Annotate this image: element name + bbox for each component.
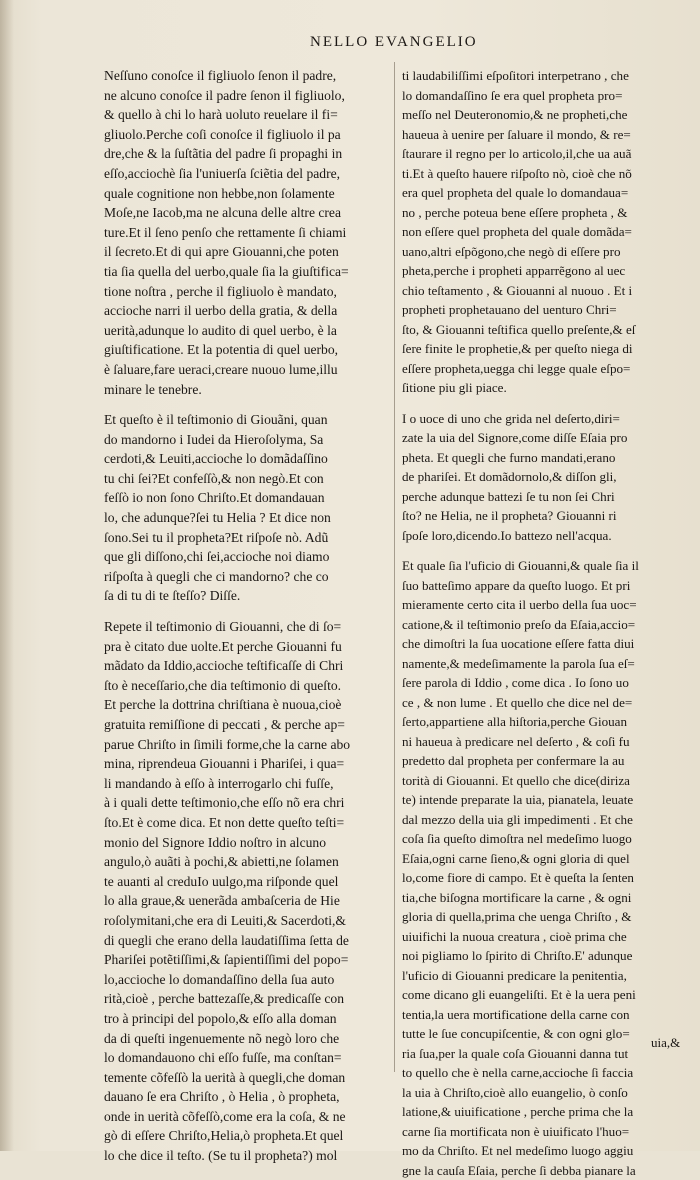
left-column xyxy=(104,66,392,1166)
text-line: lo alla graue,& uenerãda ambaſceria de Hie xyxy=(104,891,392,911)
text-line: tia ſia quella del uerbo,quale ſia la giuſtifica= xyxy=(104,262,392,282)
text-line: ſto? ne Helia, ne il propheta? Giouanni ri xyxy=(402,506,685,526)
text-line: haueua à uenire per ſaluare il mondo, & re= xyxy=(402,125,685,145)
text-line: che dimoſtri la ſua uocatione eſſere fatta diui xyxy=(402,634,685,654)
text-line: ſuo batteſimo appare da queſto luogo. Et pri xyxy=(402,576,685,596)
text-line: feſſò io non ſono Chriſto.Et domandauan xyxy=(104,488,392,508)
text-line: do mandorno i Iudei da Hieroſolyma, Sa xyxy=(104,430,392,450)
text-line: Repete il teſtimonio di Giouanni, che di ſo= xyxy=(104,617,392,637)
catchword: uia,& xyxy=(651,1035,680,1051)
text-line: ſere finite le prophetie,& per queſto niega di xyxy=(402,339,685,359)
text-line: Et quale ſia l'uficio di Giouanni,& quale ſia il xyxy=(402,556,685,576)
text-line: latione,& uiuificatione , perche prima che la xyxy=(402,1102,685,1122)
text-line: ne alcuno conoſce il padre ſenon il figliuolo, xyxy=(104,86,392,106)
text-line: come dicano gli euangeliſti. Et è la uera peni xyxy=(402,985,685,1005)
text-line: Phariſei potẽtiſſimi,& ſapientiſſimi del popo= xyxy=(104,950,392,970)
text-line: tu chi ſei?Et confeſſò,& non negò.Et con xyxy=(104,469,392,489)
text-line: ſerto,appartiene alla hiſtoria,perche Giouan xyxy=(402,712,685,732)
text-line: perche adunque battezi ſe tu non ſei Chri xyxy=(402,487,685,507)
text-line: il ſecreto.Et di qui apre Giouanni,che poten xyxy=(104,242,392,262)
text-line: è ſaluare,fare ueraci,creare nuouo lume,illu xyxy=(104,360,392,380)
text-line: gloria di quella,prima che uenga Chriſto , & xyxy=(402,907,685,927)
text-line: lo domandaſſino ſe era quel propheta pro= xyxy=(402,86,685,106)
text-line: la uia à Chriſto,cioè allo euangelio, ò conſo xyxy=(402,1083,685,1103)
text-line: quale cognitione non hebbe,non ſolamente xyxy=(104,184,392,204)
text-line: mina, riprendeua Giouanni i Phariſei, i qua= xyxy=(104,754,392,774)
text-line: di quegli che erano della laudatiſſima ſetta de xyxy=(104,931,392,951)
text-line: Et perche la dottrina chriſtiana è nuoua,cioè xyxy=(104,695,392,715)
text-line: dal mezzo della uia gli impedimenti . Et che xyxy=(402,810,685,830)
text-line: tia,che biſogna mortificare la carne , & ogni xyxy=(402,888,685,908)
text-line: lo che dice il teſto. (Se tu il propheta?) mol xyxy=(104,1146,392,1166)
text-line: mieramente certo cita il uerbo della ſua uoc= xyxy=(402,595,685,615)
text-line: no , perche poteua bene eſſere propheta , & xyxy=(402,203,685,223)
text-line: to quello che è nella carne,accioche ſi faccia xyxy=(402,1063,685,1083)
paragraph xyxy=(104,617,392,1166)
text-line: dauano ſe era Chriſto , ò Helia , ò propheta, xyxy=(104,1087,392,1107)
text-line: ſono.Sei tu il propheta?Et riſpoſe nò. Adũ xyxy=(104,528,392,548)
text-line: noi pigliamo lo ſpirito di Chriſto.E' adunque xyxy=(402,946,685,966)
text-line: lo, che adunque?ſei tu Helia ? Et dice non xyxy=(104,508,392,528)
text-line: uano,altri eſpõgono,che negò di eſſere pro xyxy=(402,242,685,262)
text-line: giuſtificatione. Et la potentia di quel uerbo, xyxy=(104,340,392,360)
text-line: tro à principi del popolo,& eſſo alla doman xyxy=(104,1009,392,1029)
text-line: chio teſtamento , & Giouanni al nuouo . Et i xyxy=(402,281,685,301)
text-line: gliuolo.Perche coſi conoſce il figliuolo il pa xyxy=(104,125,392,145)
text-line: mãdato da Iddio,accioche teſtificaſſe di Chri xyxy=(104,656,392,676)
text-line: angulo,ò auãti à pochi,& abietti,ne ſolamen xyxy=(104,852,392,872)
text-line: que gli diſſono,chi ſei,accioche noi diamo xyxy=(104,547,392,567)
text-line: lo,accioche lo domandaſſino della ſua auto xyxy=(104,970,392,990)
text-line: uiuifichi la nuoua creatura , cioè prima che xyxy=(402,927,685,947)
text-line: ſto.Et è come dica. Et non dette queſto teſti= xyxy=(104,813,392,833)
text-line: gratuita remiſſione di peccati , & perche ap= xyxy=(104,715,392,735)
text-line: carne ſia mortificata non è uiuificato l'huo= xyxy=(402,1122,685,1142)
text-line: de phariſei. Et domãdornolo,& diſſon gli, xyxy=(402,467,685,487)
text-line: zate la uia del Signore,come diſſe Eſaia pro xyxy=(402,428,685,448)
text-line: ture.Et il ſeno penſo che rettamente ſi chiami xyxy=(104,223,392,243)
text-line: l'uficio di Giouanni predicare la penitentia, xyxy=(402,966,685,986)
text-line: ſto è neceſſario,che dia teſtimonio di queſto. xyxy=(104,676,392,696)
text-line: ſa di tu di te ſteſſo? Diſſe. xyxy=(104,586,392,606)
text-line: ſitione piu gli piace. xyxy=(402,378,685,398)
text-line: parue Chriſto in ſimili forme,che la carne abo xyxy=(104,735,392,755)
paragraph xyxy=(104,410,392,606)
paragraph xyxy=(104,66,392,399)
text-line: Et queſto è il teſtimonio di Giouãni, quan xyxy=(104,410,392,430)
text-line: ria ſua,per la quale coſa Giouanni danna tut xyxy=(402,1044,685,1064)
text-line: à i quali dette teſtimonio,che eſſo nõ era chri xyxy=(104,793,392,813)
text-line: ſere parola di Iddio , come dica . Io ſono uo xyxy=(402,673,685,693)
text-line: ti.Et à queſto hauere riſpoſto nò, cioè che nõ xyxy=(402,164,685,184)
text-line: predetto dal propheta per confermare la au xyxy=(402,751,685,771)
text-line: pra è citato due uolte.Et perche Giouanni fu xyxy=(104,637,392,657)
gutter-shadow xyxy=(0,0,14,1151)
text-line: tione noſtra , perche il figliuolo è mandato, xyxy=(104,282,392,302)
right-column xyxy=(402,66,685,1180)
text-line: onde in uerità cõfeſſò,come era la coſa, & ne xyxy=(104,1107,392,1127)
text-line: rità,cioè , perche battezaſſe,& predicaſſe con xyxy=(104,989,392,1009)
text-line: Eſaia,ogni carne ſieno,& ogni gloria di quel xyxy=(402,849,685,869)
text-line: tutte le ſue concupiſcentie, & con ogni glo= xyxy=(402,1024,685,1044)
text-line: monio del Signore Iddio noſtro in alcuno xyxy=(104,833,392,853)
text-line: li mandando à eſſo à interrogarlo chi fuſſe, xyxy=(104,774,392,794)
text-line: minare le tenebre. xyxy=(104,380,392,400)
text-line: torità di Giouanni. Et quello che dice(diriza xyxy=(402,771,685,791)
text-line: lo domandauono chi eſſo fuſſe, ma conſtan= xyxy=(104,1048,392,1068)
text-line: ſto, & Giouanni teſtifica quello preſente,& eſ xyxy=(402,320,685,340)
text-line: riſpoſta à quegli che ci mandorno? che co xyxy=(104,567,392,587)
text-line: roſolymitani,che era di Leuiti,& Sacerdoti,& xyxy=(104,911,392,931)
text-line: Moſe,ne Iacob,ma ne alcuna delle altre crea xyxy=(104,203,392,223)
paragraph xyxy=(402,66,685,398)
text-line: coſa ſia queſto dimoſtra nel medeſimo luogo xyxy=(402,829,685,849)
text-line: eſſere propheta,uegga chi legge quale eſpo= xyxy=(402,359,685,379)
text-line: ti laudabiliſſimi eſpoſitori interpetrano , che xyxy=(402,66,685,86)
paragraph xyxy=(402,556,685,1180)
text-line: te) intende preparate la uia, pianatela, leuate xyxy=(402,790,685,810)
text-line: gne la cauſa Eſaia, perche ſi debba pianare la xyxy=(402,1161,685,1180)
text-line: ſpoſe loro,dicendo.Io battezo nell'acqua. xyxy=(402,526,685,546)
text-line: da di queſti ingenuemente nõ negò loro che xyxy=(104,1029,392,1049)
text-line: Neſſuno conoſce il figliuolo ſenon il padre, xyxy=(104,66,392,86)
text-line: I o uoce di uno che grida nel deſerto,diri= xyxy=(402,409,685,429)
text-line: dre,che & la ſuſtãtia del padre ſi propaghi in xyxy=(104,144,392,164)
text-line: eſſo,acciochè ſia l'uniuerſa ſciẽtia del padre, xyxy=(104,164,392,184)
text-line: meſſo nel Deuteronomio,& ne propheti,che xyxy=(402,105,685,125)
text-line: tentia,la uera mortificatione della carne con xyxy=(402,1005,685,1025)
text-line: non eſſere quel propheta del quale domãda= xyxy=(402,222,685,242)
column-rule xyxy=(394,62,395,1072)
text-line: te auanti al creduIo uulgo,ma riſponde quel xyxy=(104,872,392,892)
text-line: era quel propheta del quale lo domandaua= xyxy=(402,183,685,203)
text-line: propheti prophetauano del uenturo Chri= xyxy=(402,300,685,320)
text-line: lo,come fiore di campo. Et è queſta la ſenten xyxy=(402,868,685,888)
text-line: cerdoti,& Leuiti,accioche lo domãdaſſino xyxy=(104,449,392,469)
text-line: ce , & non lume . Et quello che dice nel de= xyxy=(402,693,685,713)
text-line: ſtaurare il regno per lo articolo,il,che ua auã xyxy=(402,144,685,164)
text-line: temente cõfeſſò la uerità à quegli,che doman xyxy=(104,1068,392,1088)
paragraph xyxy=(402,409,685,546)
text-line: uerità,adunque lo audito di quel uerbo, è la xyxy=(104,321,392,341)
text-line: pheta,perche i propheti apparrẽgono al uec xyxy=(402,261,685,281)
text-line: namente,& medeſimamente la parola ſua eſ= xyxy=(402,654,685,674)
text-line: catione,& il teſtimonio preſo da Eſaia,accio= xyxy=(402,615,685,635)
text-line: pheta. Et quegli che furno mandati,erano xyxy=(402,448,685,468)
text-line: gò di eſſere Chriſto,Helia,ò propheta.Et quel xyxy=(104,1126,392,1146)
text-line: mo da Chriſto. Et nel medeſimo luogo aggiu xyxy=(402,1141,685,1161)
text-line: ni haueua à predicare nel deſerto , & coſi fu xyxy=(402,732,685,752)
text-line: accioche narri il uerbo della gratia, & della xyxy=(104,301,392,321)
text-line: & quello à chi lo harà uoluto reuelare il fi= xyxy=(104,105,392,125)
running-head: NELLO EVANGELIO xyxy=(310,34,510,51)
